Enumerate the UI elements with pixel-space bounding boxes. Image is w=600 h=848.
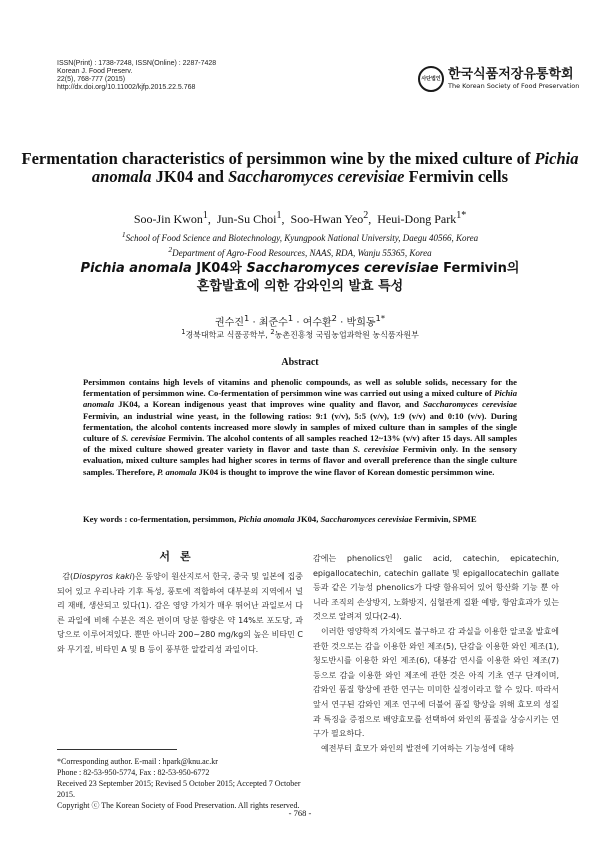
korean-author-list: 권수진$^1$ · 최준수$^1$ · 여수환$^2$ · 박희동$^{1*}$ xyxy=(215,313,385,329)
society-name-english: The Korean Society of Food Preservation xyxy=(448,82,580,90)
issn: ISSN(Print) : 1738-7248, ISSN(Online) : 2287-7428 xyxy=(57,60,217,67)
keywords: Key words : co-fermentation, persimmon, Pichia anomala JK04, Saccharomyces cerevisiae Fermivin, SPME xyxy=(83,514,477,524)
corresponding-author: *Corresponding author. E-mail : hpark@knu.ac.kr xyxy=(57,757,218,766)
contact-phone: Phone : 82-53-950-5774, Fax : 82-53-950-6772 xyxy=(57,768,210,777)
paper-title: Fermentation characteristics of persimmon wine by the mixed culture of Pichia anomala JK04 and Saccharomyces cerevisiae Fermivin cells xyxy=(21,149,579,186)
body-column-left: 감(Diospyros kaki)은 동양이 원산지로서 한국, 중국 및 일본에 집중되어 있고 우리나라 기후 특성, 풍토에 적합하여 대부분의 지역에서 널리 재배, 생산되고 있다(1). 감은 영양 가치가 매우 뛰어난 과일로서 다른 과일에 비해 수분은 적은 편이며 당분 함량은 약 14%로 포도당, 과당으로 이루어져있다. 뿐만 아니라 200~280 mg/kg의 높은 비타민 C와 무기질, 비타민 A 및 B 등이 풍부한 알칼리성 과일이다. xyxy=(57,572,303,654)
journal-meta xyxy=(57,60,216,92)
volume: 22(5), 768-777 (2015) xyxy=(57,76,126,83)
footnote xyxy=(57,756,307,811)
author: Soo-Hwan Yeo xyxy=(290,212,364,226)
author: Jun-Su Choi xyxy=(216,212,277,226)
korean-title: Pichia anomala JK04와 Saccharomyces cerevisiae Fermivin의 혼합발효에 의한 감와인의 발효 특성 xyxy=(80,261,520,294)
society-name-korean: 한국식품저장유통학회 xyxy=(448,67,574,82)
section-heading-intro: 서론 xyxy=(159,550,201,563)
paragraph: 감에는 phenolics인 galic acid, catechin, epicatechin, epigallocatechin, catechin gallate 및 epigallocatechin gallate 등과 같은 기능성 phenolics가 다량 함유되어 있어 항산화 기능 뿐 아니라 조직의 손상방지, 노화방지, 심혈관계 질환 예방, 항암효과가 있는 것으로 알려져 있다(2-4). xyxy=(313,554,559,622)
affiliations: $^1$School of Food Science and Biotechnology, Kyungpook National University, Daegu 40566, Korea $^2$Department of Agro-Food Resources, NAAS, RDA, Wanju 55365, Korea xyxy=(121,230,479,258)
received-dates: Received 23 September 2015; Revised 5 October 2015; Accepted 7 October 2015. xyxy=(57,779,301,799)
abstract-heading: Abstract xyxy=(281,357,319,368)
journal-name: Korean J. Food Preserv. xyxy=(57,68,133,75)
society-seal-icon: 사단법인 xyxy=(418,66,444,92)
paragraph: 이러한 영양학적 가치에도 불구하고 감 과실을 이용한 알코올 발효에 관한 것으로는 감을 이용한 와인 제조(5), 단감을 이용한 와인 제조(1), 청도반시를 이용한 와인 제조(6), 대봉감 연시를 이용한 와인 제조(7) 등으로 감을 이용한 와인 제조에 관한 것은 아직 기초 연구 단계이며, 감와인 품질 향상에 관한 연구는 미미한 실정이라고 할 수 있다. 따라서 앞서 연구된 감와인 제조 연구에 더불어 품질 향상을 위해 효모의 성질과 특징을 증점으로 배양효모를 선택하여 와인의 품질을 상승시키는 연구가 필요하다. xyxy=(313,626,559,739)
korean-affiliations: $^1$경북대학교 식품공학부, $^2$농촌진흥청 국립농업과학원 농식품자원부 xyxy=(181,328,419,340)
page-number: - 768 - xyxy=(288,808,312,818)
body-column-right xyxy=(313,552,559,756)
footnote-divider xyxy=(57,749,177,750)
society-logo xyxy=(418,66,579,92)
author: Soo-Jin Kwon xyxy=(133,212,203,226)
paragraph: 예전부터 효모가 와인의 발전에 기여하는 기능성에 대하 xyxy=(321,743,514,753)
doi-link[interactable]: http://dx.doi.org/10.11002/kjfp.2015.22.5.768 xyxy=(57,84,196,91)
author: Heui-Dong Park xyxy=(377,212,457,226)
author-list: Soo-Jin Kwon$^1$, Jun-Su Choi$^1$, Soo-Hwan Yeo$^2$, Heui-Dong Park$^{1*}$ xyxy=(133,210,467,226)
abstract-body: Persimmon contains high levels of vitamins and phenolic compounds, as well as soluble solids, necessary for the fermentation of persimmon wine. Co-fermentation of persimmon wine was carried out using a mixed culture of Pichia anomala JK04, a Korean indigenous yeast that improves wine quality and flavor, and Saccharomyces cerevisiae Fermivin, an industrial wine yeast, in the following ratios: 9:1 (v/v), 5:5 (v/v), 1:9 (v/v) and 0:10 (v/v). During fermentation, the alcohol contents increased more slowly in samples of mixed culture than in samples of the single culture of S. cerevisiae Fermivin. The alcohol contents of all samples reached 12~13% (v/v) after 15 days. All samples of the mixed culture showed greater variety in flavor and taste than S. cerevisiae Fermivin only. In the sensory evaluation, mixed culture samples had higher scores in terms of flavor and overall preference than the single culture samples. Therefore, P. anomala JK04 is thought to improve the wine flavor of Korean domestic persimmon wine. xyxy=(83,377,517,477)
copyright: Copyright ⓒ The Korean Society of Food Preservation. All rights reserved. xyxy=(57,801,300,810)
